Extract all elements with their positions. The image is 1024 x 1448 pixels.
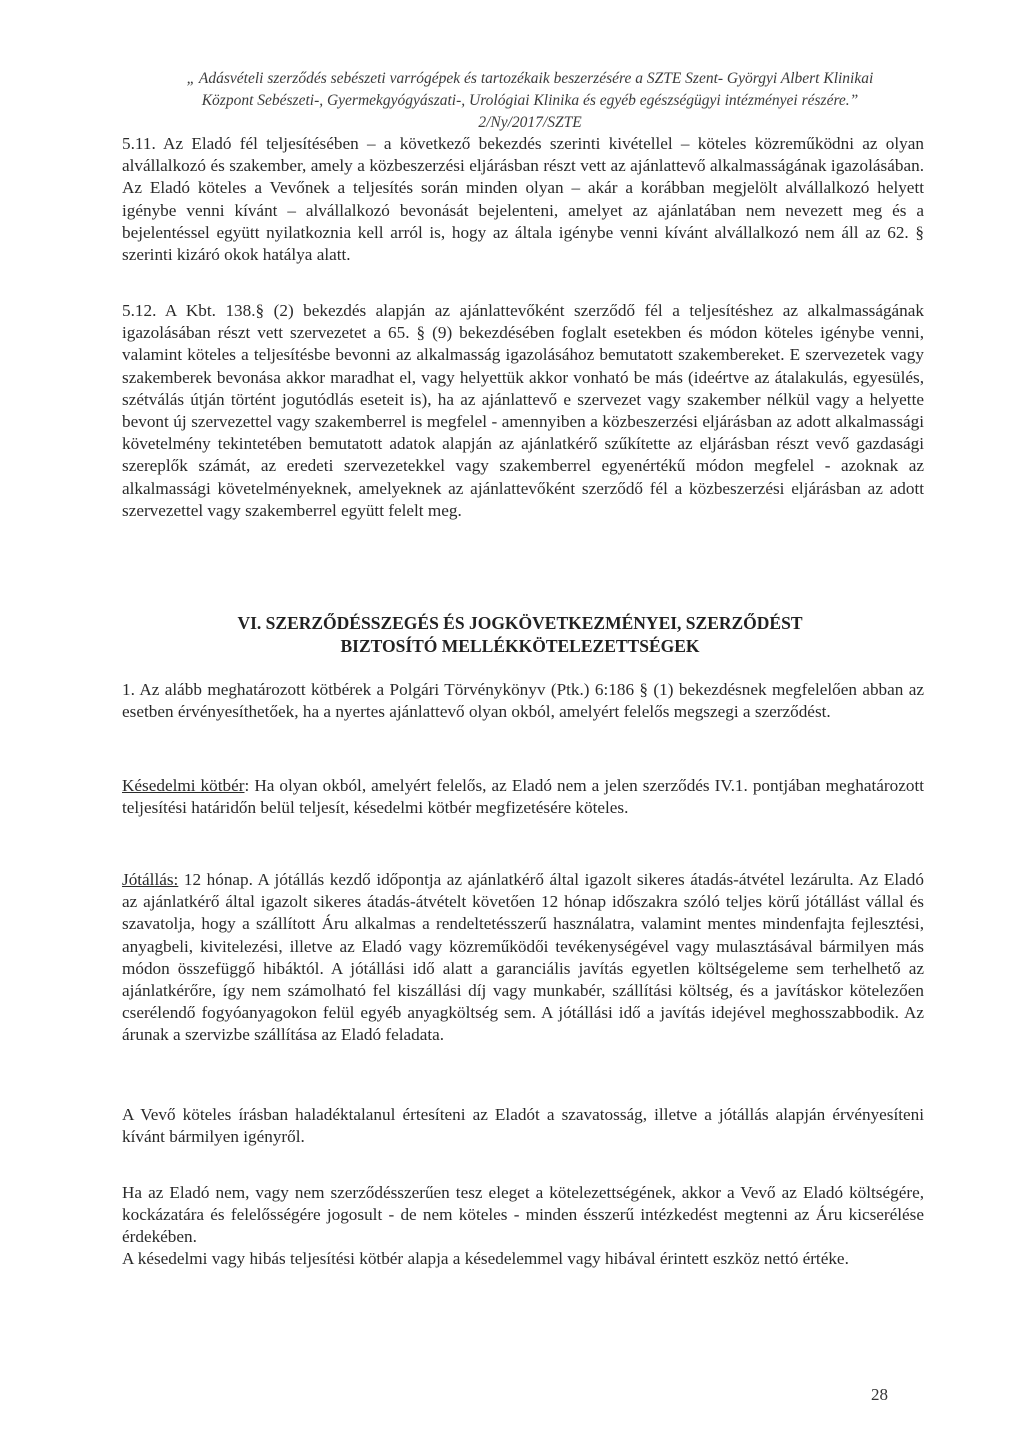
header-title-line-2: Központ Sebészeti-, Gyermekgyógyászati-, Urológiai Klinika és egyéb egészségügyi intézményei részére.” <box>201 92 859 109</box>
header-reference-number: 2/Ny/2017/SZTE <box>478 114 582 131</box>
section-5-12 <box>122 300 924 522</box>
paragraph-1-text: 1. Az alább meghatározott kötbérek a Polgári Törvénykönyv (Ptk.) 6:186 § (1) bekezdésnek megfelelően abban az esetben érvényesíthetőek, ha a nyertes ajánlattevő olyan okból, amelyért felelős megszegi a szerződést. <box>122 680 924 722</box>
document-header <box>120 68 940 134</box>
page-number: 28 <box>871 1385 888 1404</box>
paragraph-warranty <box>122 869 924 1047</box>
section-vi-heading-line-2: BIZTOSÍTÓ MELLÉKKÖTELEZETTSÉGEK <box>340 636 700 656</box>
header-title-line-1: „ Adásvételi szerződés sebészeti varrógépek és tartozékaik beszerzésére a SZTE Szent- Györgyi Albert Klinikai <box>186 70 874 87</box>
section-5-11-text: 5.11. Az Eladó fél teljesítésében – a következő bekezdés szerinti kivétellel – köteles közreműködni az olyan alvállalkozó és szakember, amely a közbeszerzési eljárásban részt vett az ajánlattevő alkalmasságának igazolásában. Az Eladó köteles a Vevőnek a teljesítés során minden olyan – akár a korábban megjelölt alvállalkozó helyett igénybe venni kívánt – alvállalkozó bevonását bejelenteni, amelyet az ajánlatában nem nevezett meg és a bejelentéssel együtt nyilatkoznia kell arról is, hogy az általa igénybe venni kívánt alvállalkozó nem áll az 62. § szerinti kizáró okok hatálya alatt. <box>122 134 924 265</box>
paragraph-1 <box>122 679 924 723</box>
paragraph-buyer-notice <box>122 1104 924 1148</box>
section-vi-heading <box>160 612 880 658</box>
paragraph-non-performance <box>122 1182 924 1249</box>
paragraph-penalty-basis-text: A késedelmi vagy hibás teljesítési kötbér alapja a késedelemmel vagy hibával érintett eszköz nettó értéke. <box>122 1249 849 1268</box>
warranty-body: 12 hónap. A jótállás kezdő időpontja az ajánlatkérő által igazolt sikeres átadás-átvétel lezárulta. Az Eladó az ajánlatkérő által igazolt sikeres átadás-átvételt követően 12 hónap időszakra szóló teljes körű jótállást vállal és szavatolja, hogy a szállított Áru alkalmas a rendeltetésszerű használatra, valamint mentes mindenfajta fejlesztési, anyagbeli, kivitelezési, illetve az Eladó vagy közreműködői tevékenységével vagy mulasztásával bármilyen más módon összefüggő hibáktól. A jótállási idő alatt a garanciális javítás egyetlen költségeleme sem terhelhető az ajánlatkérőre, így nem számolható fel kiszállási díj vagy munkabér, szállítási költség, és a javításkor kötelezően cserélendő fogyóanyagokon felül egyéb anyagköltség sem. A jótállási idő a javítás idejével meghosszabbodik. Az árunak a szervizbe szállítása az Eladó feladata. <box>122 870 924 1045</box>
paragraph-non-performance-text: Ha az Eladó nem, vagy nem szerződésszerűen tesz eleget a kötelezettségének, akkor a Vevő az Eladó költségére, kockázatára és felelősségére jogosult - de nem köteles - minden ésszerű intézkedést megtenni az Áru kicserélése érdekében. <box>122 1183 924 1247</box>
paragraph-late-penalty <box>122 775 924 819</box>
paragraph-warranty-text <box>122 869 924 1047</box>
section-5-11 <box>122 133 924 266</box>
paragraph-late-penalty-text <box>122 775 924 819</box>
late-penalty-body: : Ha olyan okból, amelyért felelős, az Eladó nem a jelen szerződés IV.1. pontjában meghatározott teljesítési határidőn belül teljesít, késedelmi kötbér megfizetésére köteles. <box>122 776 924 818</box>
paragraph-buyer-notice-text: A Vevő köteles írásban haladéktalanul értesíteni az Eladót a szavatosság, illetve a jótállás alapján érvényesíteni kívánt bármilyen igényről. <box>122 1105 924 1147</box>
late-penalty-label: Késedelmi kötbér <box>122 776 245 795</box>
warranty-label: Jótállás: <box>122 870 179 889</box>
section-5-12-text: 5.12. A Kbt. 138.§ (2) bekezdés alapján az ajánlattevőként szerződő fél a teljesítéshez az alkalmasságának igazolásában részt vett szervezetet a 65. § (9) bekezdésében foglalt esetekben és módon köteles igénybe venni, valamint köteles a teljesítésbe bevonni az alkalmasság igazolásához bemutatott szakembereket. E szervezetek vagy szakemberek bevonása akkor maradhat el, vagy helyettük akkor vonható be más (ideértve az átalakulás, egyesülés, szétválás útján történt jogutódlás eseteit is), ha az ajánlattevő e szervezet vagy szakember nélkül vagy a helyette bevont új szervezettel vagy szakemberrel is megfelel - amennyiben a közbeszerzési eljárásban az adott alkalmassági követelmény tekintetében bemutatott adatok alapján az ajánlatkérő szűkítette az eljárásban részt vevő gazdasági szereplők számát, az eredeti szervezetekkel vagy szakemberrel egyenértékű módon megfelel - azoknak az alkalmassági követelményeknek, amelyeknek az ajánlattevőként szerződő fél a közbeszerzési eljárásban az adott szervezettel vagy szakemberrel együtt felelt meg. <box>122 301 924 520</box>
paragraph-penalty-basis <box>122 1248 924 1270</box>
section-vi-heading-line-1: VI. SZERZŐDÉSSZEGÉS ÉS JOGKÖVETKEZMÉNYEI, SZERZŐDÉST <box>237 613 803 633</box>
